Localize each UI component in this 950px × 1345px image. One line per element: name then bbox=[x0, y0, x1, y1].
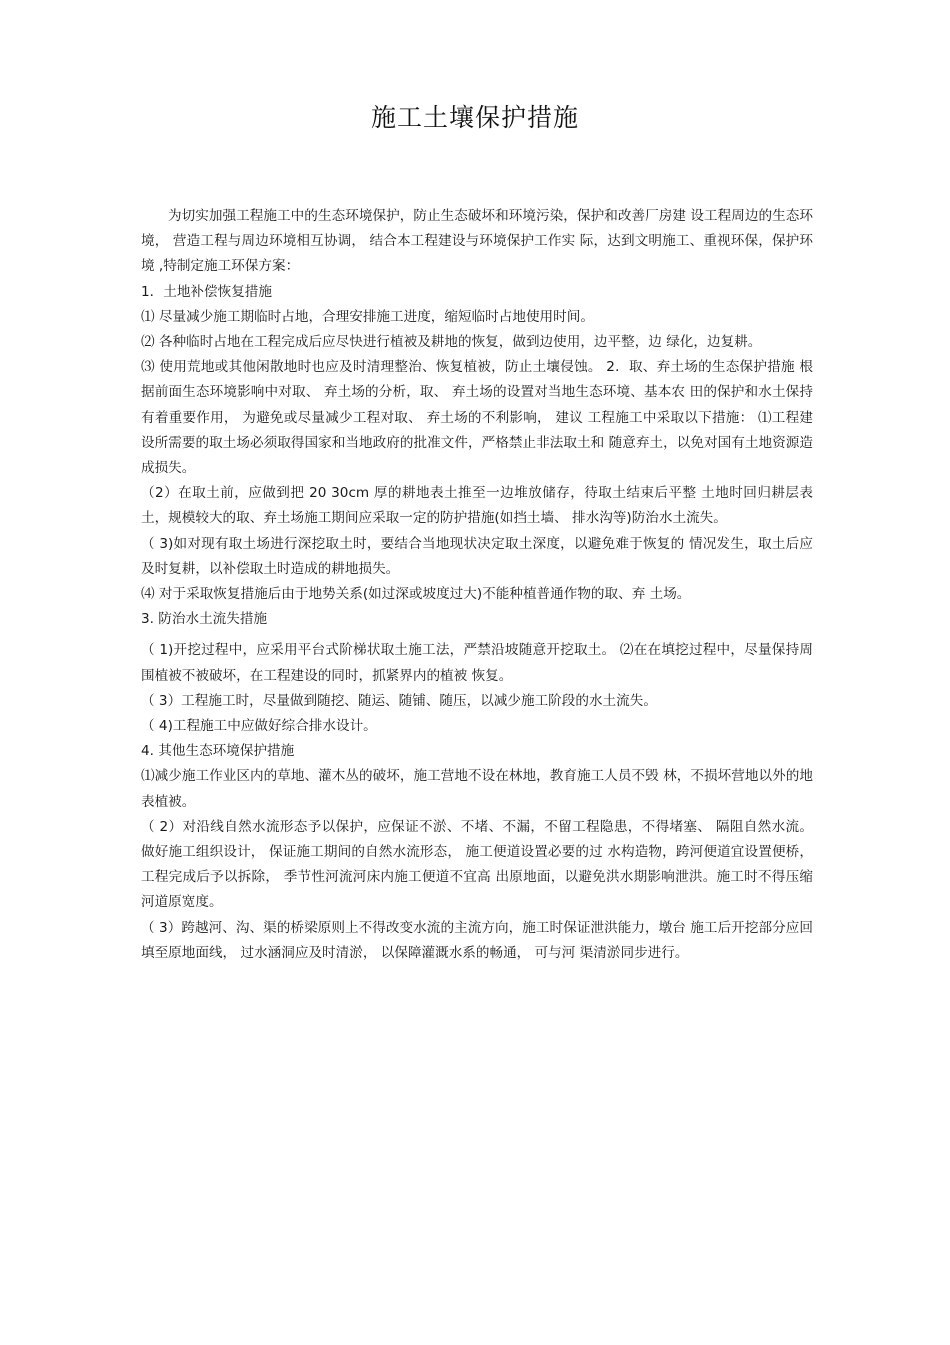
list-item: （ 4)工程施工中应做好综合排水设计。 bbox=[141, 718, 377, 735]
list-item: ⑶ 使用荒地或其他闲散地时也应及时清理整治、恢复植被，防止土壤侵蚀。 2．取、弃土场的生态保护措施 根据前面生态环境影响中对取、 弃土场的分析，取、 弃土场的设置对当地生态环境、基本农 田的保护和水土保持有着重要作用， 为避免或尽量减少工程对取、 弃土场的不利影响， 建议 工程施工中采取以下措施： ⑴工程建设所需要的取土场必须取得国家和当地政府的批准文件，严格禁止非法取土和 随意弃土，以免对国有土地资源造成损失。 bbox=[141, 359, 813, 477]
list-item: （ 3)如对现有取土场进行深挖取土时，要结合当地现状决定取土深度，以避免难于恢复的 情况发生，取土后应及时复耕，以补偿取土时造成的耕地损失。 bbox=[141, 535, 813, 577]
section-heading-4: 4. 其他生态环境保护措施 bbox=[141, 743, 295, 760]
section-heading-3: 3. 防治水土流失措施 bbox=[141, 611, 268, 628]
document-title: 施工土壤保护措施 bbox=[370, 103, 579, 132]
list-item: （ 2）对沿线自然水流形态予以保护，应保证不淤、不堵、不漏，不留工程隐患，不得堵塞、 隔阻自然水流。 做好施工组织设计， 保证施工期间的自然水流形态， 施工便道设置必要的过 水构造物，跨河便道宜设置便桥， 工程完成后予以拆除， 季节性河流河床内施工便道不宜高 出原地面，以避免洪水期影响泄洪。施工时不得压缩河道原宽度。 bbox=[141, 818, 813, 911]
list-item: （2）在取土前，应做到把 20 30cm 厚的耕地表土推至一边堆放储存，待取土结束后平整 土地时回归耕层表土，规模较大的取、弃土场施工期间应采取一定的防护措施(如挡土墙、 排水沟等)防治水土流失。 bbox=[141, 485, 813, 527]
list-item: ⑴减少施工作业区内的草地、灌木丛的破坏，施工营地不设在林地，教育施工人员不毁 林，不损坏营地以外的地表植被。 bbox=[141, 768, 813, 810]
list-item: （ 3）工程施工时，尽量做到随挖、随运、随铺、随压，以减少施工阶段的水土流失。 bbox=[141, 692, 657, 709]
intro-paragraph: 为切实加强工程施工中的生态环境保护，防止生态破坏和环境污染，保护和改善厂房建 设工程周边的生态环境， 营造工程与周边环境相互协调， 结合本工程建设与环境保护工作实 际，达到文明施工、重视环保，保护环境 ,特制定施工环保方案： bbox=[141, 208, 813, 275]
list-item: （ 3）跨越河、沟、渠的桥梁原则上不得改变水流的主流方向，施工时保证泄洪能力，墩台 施工后开挖部分应回填至原地面线， 过水涵洞应及时清淤， 以保障灌溉水系的畅通， 可与河 渠清淤同步进行。 bbox=[141, 919, 813, 961]
list-item: ⑴ 尽量减少施工期临时占地，合理安排施工进度，缩短临时占地使用时间。 bbox=[141, 308, 594, 325]
list-item: ⑵ 各种临时占地在工程完成后应尽快进行植被及耕地的恢复，做到边使用，边平整，边 绿化，边复耕。 bbox=[141, 334, 762, 351]
list-item: ⑷ 对于采取恢复措施后由于地势关系(如过深或坡度过大)不能种植普通作物的取、弃 土场。 bbox=[141, 586, 691, 603]
section-heading-1: 1．土地补偿恢复措施 bbox=[141, 283, 272, 300]
list-item: （ 1)开挖过程中，应采用平台式阶梯状取土施工法，严禁沿坡随意开挖取土。 ⑵在在填挖过程中，尽量保持周围植被不被破坏，在工程建设的同时，抓紧界内的植被 恢复。 bbox=[141, 642, 813, 684]
document-body bbox=[141, 204, 813, 966]
